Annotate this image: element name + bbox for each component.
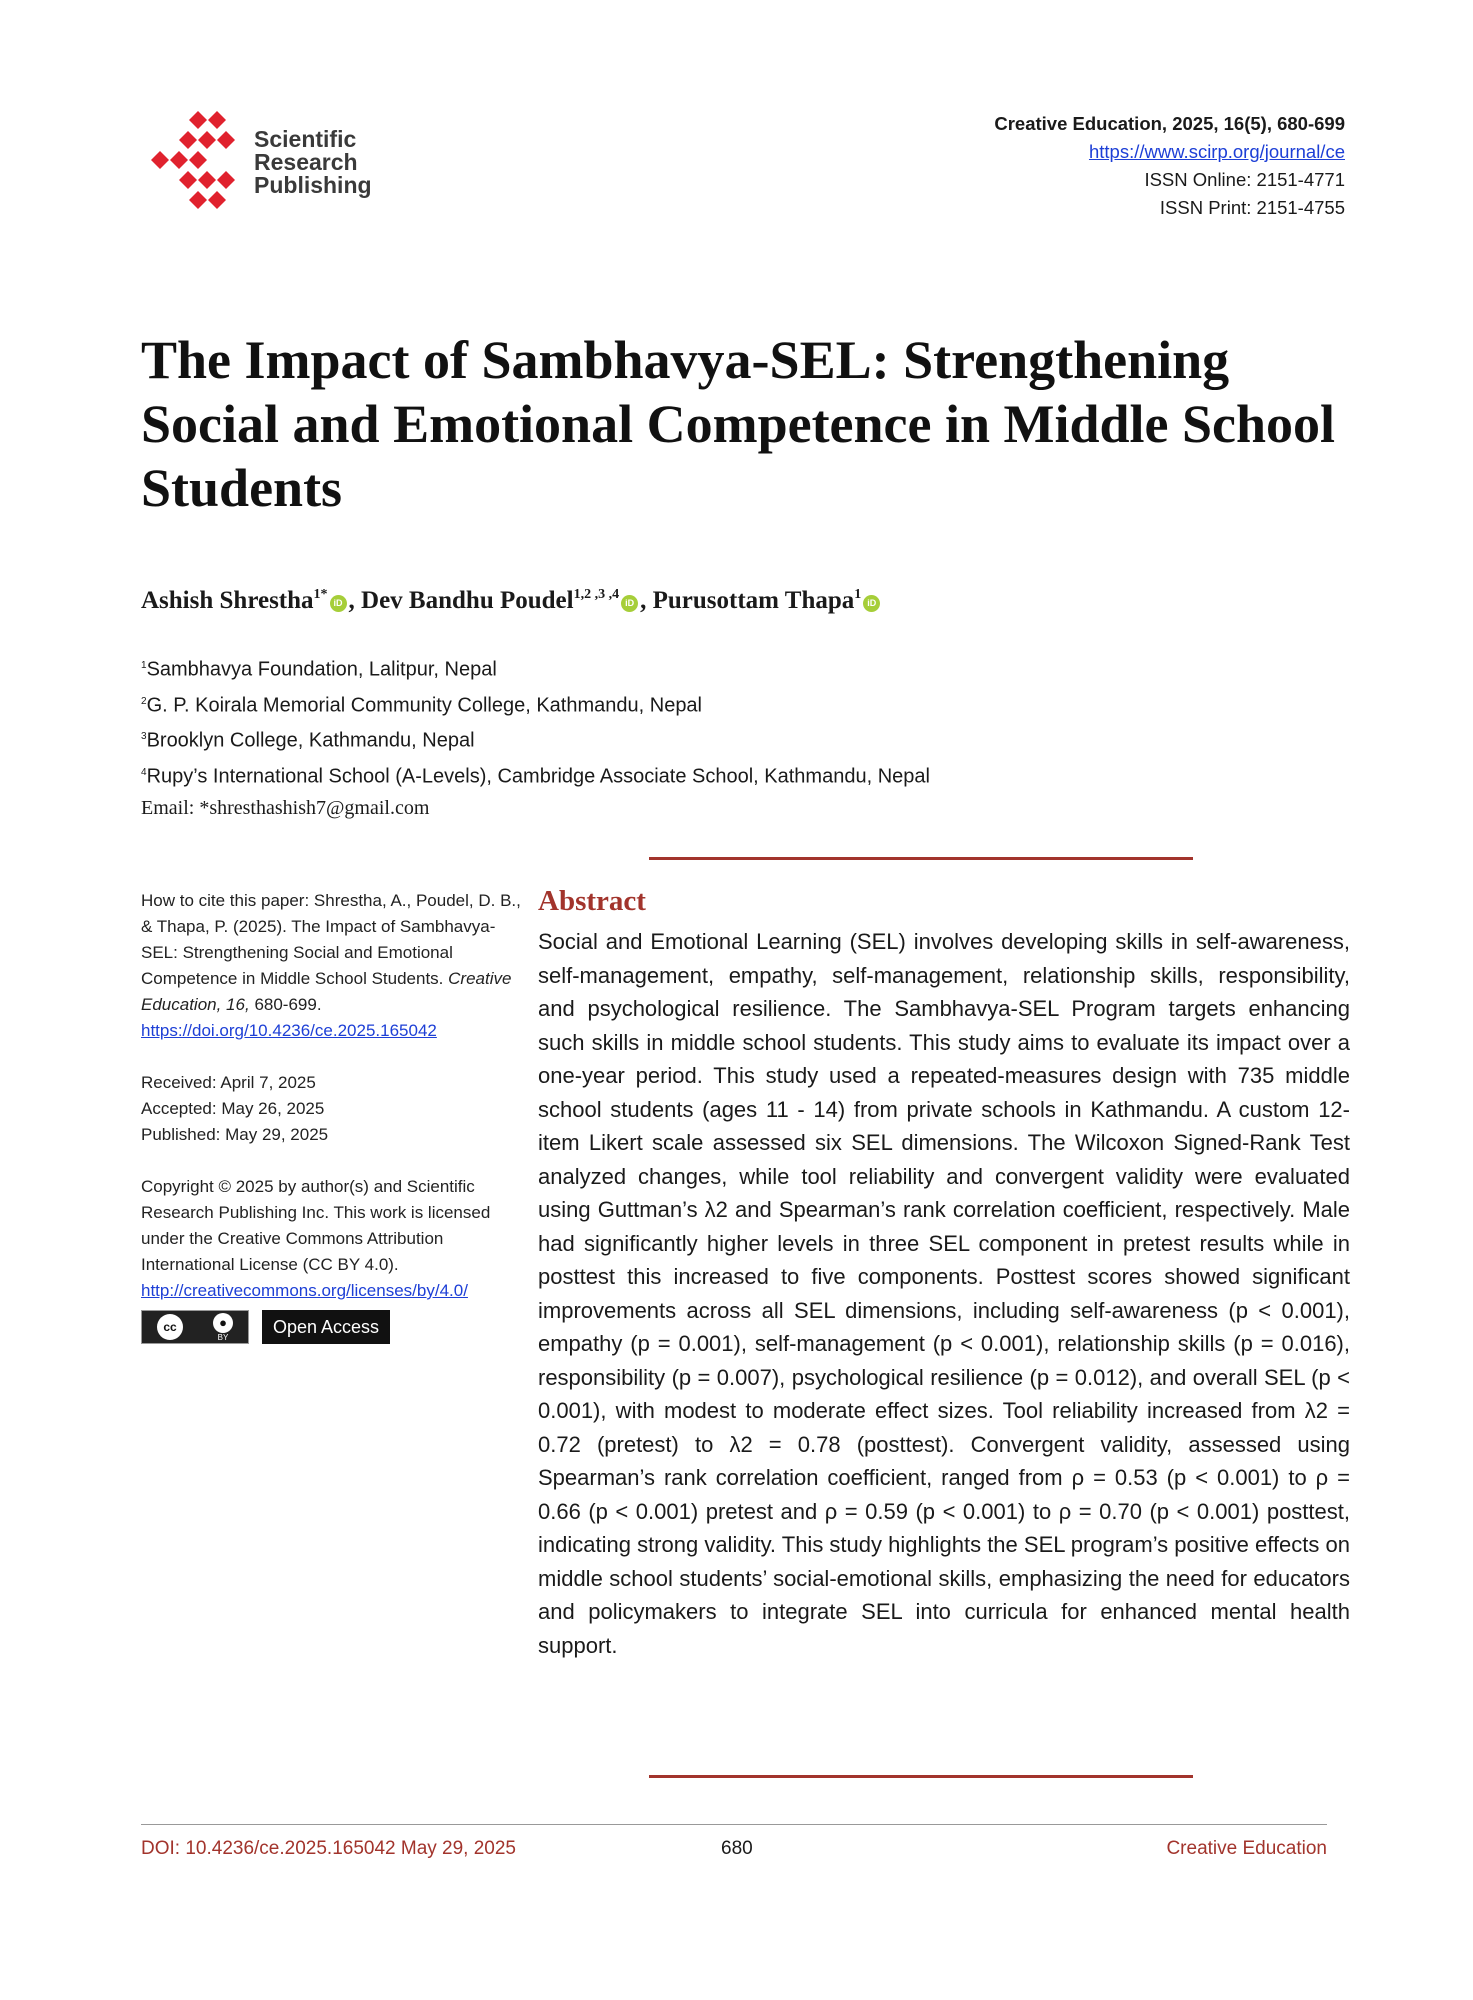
journal-citation: Creative Education, 2025, 16(5), 680-699: [994, 113, 1345, 134]
section-divider-top: [649, 857, 1193, 860]
issn-online: ISSN Online: 2151-4771: [1144, 169, 1345, 190]
logo-diamond: [189, 191, 207, 209]
license-link[interactable]: http://creativecommons.org/licenses/by/4.0/: [141, 1281, 468, 1300]
author-affiliation-mark: 1,2 ,3 ,4: [573, 587, 620, 602]
orcid-icon[interactable]: iD: [621, 595, 638, 612]
affiliation-text: Brooklyn College, Kathmandu, Nepal: [146, 729, 475, 752]
doi-link[interactable]: https://doi.org/10.4236/ce.2025.165042: [141, 1021, 437, 1040]
abstract-heading: Abstract: [538, 885, 646, 917]
publisher-logo: [146, 108, 406, 218]
affiliation-item: [141, 721, 930, 757]
logo-diamond: [189, 151, 207, 169]
orcid-icon[interactable]: iD: [863, 595, 880, 612]
affiliation-mark: 2: [141, 695, 147, 707]
journal-info: [994, 110, 1345, 222]
corresponding-email: Email: *shresthashish7@gmail.com: [141, 796, 430, 819]
affiliation-list: [141, 650, 930, 824]
cc-by-label: BY: [217, 1332, 229, 1342]
published-date: Published: May 29, 2025: [141, 1125, 329, 1144]
attribution-person-icon: ●: [213, 1313, 233, 1333]
publisher-logo-mark: [146, 108, 246, 218]
logo-diamond: [170, 151, 188, 169]
logo-diamond: [198, 171, 216, 189]
author-separator: ,: [640, 587, 653, 614]
publisher-name-line: Publishing: [254, 172, 372, 198]
logo-diamond: [208, 111, 226, 129]
paper-title: The Impact of Sambhavya-SEL: Strengthening Social and Emotional Competence in Middle School Students: [141, 330, 1336, 518]
logo-diamond: [217, 131, 235, 149]
logo-diamond: [217, 171, 235, 189]
issn-print: ISSN Print: 2151-4755: [1159, 197, 1345, 218]
logo-diamond: [179, 131, 197, 149]
received-date: Received: April 7, 2025: [141, 1073, 316, 1092]
footer-journal: Creative Education: [1166, 1838, 1327, 1859]
affiliation-mark: 3: [141, 731, 147, 743]
page-number: 680: [721, 1838, 753, 1859]
publisher-name-line: Research: [254, 149, 358, 175]
accepted-date: Accepted: May 26, 2025: [141, 1099, 325, 1118]
citation-journal: Creative Education, 16,: [141, 969, 512, 1014]
article-sidebar: [141, 888, 521, 1344]
affiliation-text: Rupy’s International School (A-Levels), Cambridge Associate School, Kathmandu, Nepal: [146, 765, 930, 788]
publisher-name: [254, 128, 372, 197]
cc-by-badge[interactable]: [141, 1310, 249, 1344]
journal-url-link[interactable]: https://www.scirp.org/journal/ce: [1088, 141, 1345, 162]
logo-diamond: [151, 151, 169, 169]
orcid-icon[interactable]: iD: [330, 595, 347, 612]
author-name: Purusottam Thapa: [652, 587, 855, 614]
citation-pages: 680-699.: [254, 995, 322, 1014]
footer-rule: [141, 1824, 1327, 1825]
logo-diamond: [198, 131, 216, 149]
open-access-badge: Open Access: [262, 1310, 390, 1344]
license-badges: [141, 1310, 521, 1344]
affiliation-mark: 1: [141, 660, 147, 671]
author-affiliation-mark: 1: [854, 587, 862, 602]
copyright-text: Copyright © 2025 by author(s) and Scientific Research Publishing Inc. This work is licensed under the Creative Commons Attribution International License (CC BY 4.0).: [141, 1177, 491, 1274]
article-dates: [141, 1070, 521, 1148]
affiliation-item: [141, 686, 930, 722]
citation-text: How to cite this paper: Shrestha, A., Poudel, D. B., & Thapa, P. (2025). The Impact of Sambhavya-SEL: Strengthening Social and Emotional Competence in Middle School Students.: [141, 891, 521, 988]
logo-diamond: [189, 111, 207, 129]
author-affiliation-mark: 1*: [313, 587, 328, 602]
creative-commons-icon: cc: [157, 1314, 183, 1340]
author-name: Ashish Shrestha: [141, 587, 314, 614]
author-separator: ,: [348, 587, 362, 614]
section-divider-bottom: [649, 1775, 1193, 1778]
copyright-notice: [141, 1174, 521, 1304]
how-to-cite: [141, 888, 521, 1044]
logo-diamond: [208, 191, 226, 209]
abstract-text: Social and Emotional Learning (SEL) involves developing skills in self-awareness, self-management, empathy, self-management, relationship skills, responsibility, and psychological resilience. The Sambhavya-SEL Program targets enhancing such skills in middle school students. This study aims to evaluate its impact over a one-year period. This study used a repeated-measures design with 735 middle school students (ages 11 - 14) from private schools in Kathmandu. A custom 12-item Likert scale assessed six SEL dimensions. The Wilcoxon Signed-Rank Test analyzed changes, while tool reliability and convergent validity were evaluated using Guttman’s λ2 and Spearman’s rank correlation coefficient, respectively. Male had significantly higher levels in three SEL component in pretest results while in posttest this increased to five components. Posttest scores showed significant improvements across all SEL dimensions, including self-awareness (p < 0.001), empathy (p = 0.001), self-management (p < 0.001), relationship skills (p = 0.016), responsibility (p = 0.007), psychological resilience (p = 0.012), and overall SEL (p < 0.001), with modest to moderate effect sizes. Tool reliability increased from λ2 = 0.72 (pretest) to λ2 = 0.78 (posttest). Convergent validity, assessed using Spearman’s rank correlation coefficient, ranged from ρ = 0.53 (p < 0.001) to ρ = 0.66 (p < 0.001) pretest and ρ = 0.59 (p < 0.001) to ρ = 0.70 (p < 0.001) posttest, indicating strong validity. This study highlights the SEL program’s positive effects on middle school students’ social-emotional skills, emphasizing the need for educators and policymakers to integrate SEL into curricula for enhanced mental health support.: [538, 929, 1350, 1658]
footer-doi: DOI: 10.4236/ce.2025.165042 May 29, 2025: [141, 1838, 516, 1859]
affiliation-mark: 4: [141, 766, 147, 778]
affiliation-text: G. P. Koirala Memorial Community College, Kathmandu, Nepal: [146, 694, 703, 717]
affiliation-item: [141, 757, 930, 793]
author-name: Dev Bandhu Poudel: [361, 587, 574, 614]
affiliation-text: Sambhavya Foundation, Lalitpur, Nepal: [146, 658, 497, 681]
attribution-icon-group: [213, 1313, 233, 1342]
publisher-name-line: Scientific: [254, 126, 357, 152]
logo-diamond: [179, 171, 197, 189]
author-list: [141, 587, 882, 615]
affiliation-item: [141, 650, 930, 686]
